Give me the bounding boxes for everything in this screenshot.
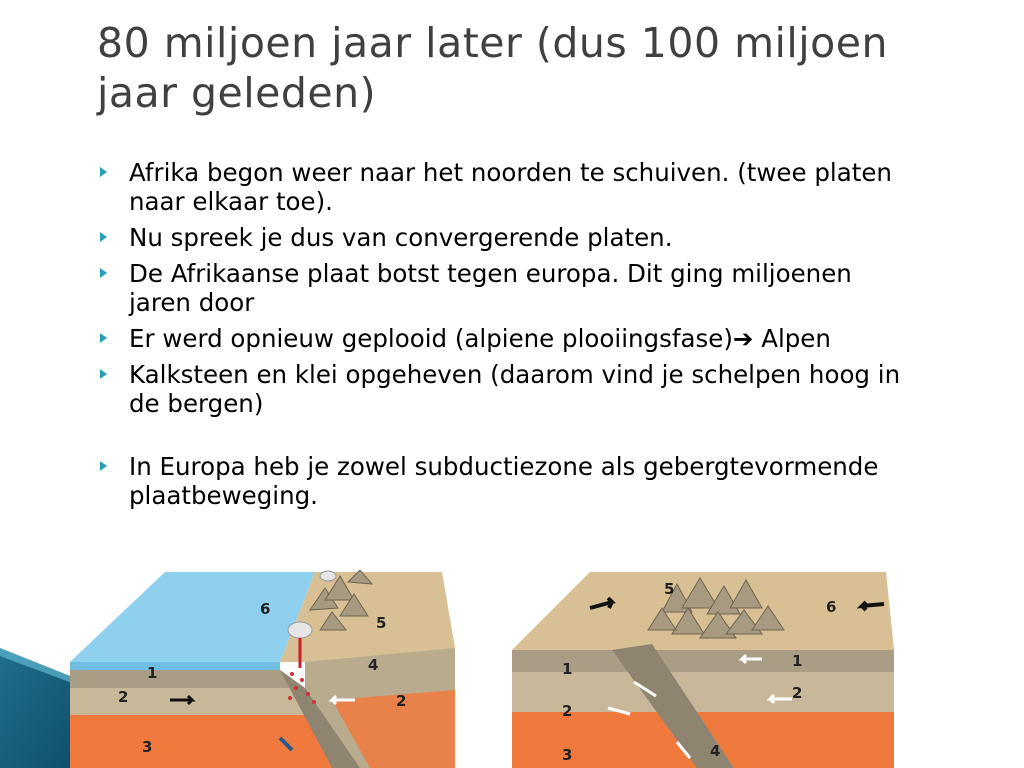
label-4: 4 xyxy=(710,742,721,760)
label-2: 2 xyxy=(118,688,129,706)
bullet-marker-icon xyxy=(100,333,107,343)
label-4: 4 xyxy=(368,656,379,674)
bullet-text: De Afrikaanse plaat botst tegen europa. Dit ging miljoenen jaren door xyxy=(129,259,852,317)
bullet-item xyxy=(100,259,920,317)
bullet-item xyxy=(100,324,920,353)
bullet-text: Er werd opnieuw geplooid (alpiene plooiingsfase)➔ Alpen xyxy=(129,324,831,353)
bullet-marker-icon xyxy=(100,369,107,379)
label-3: 3 xyxy=(562,746,573,764)
label-1-right: 1 xyxy=(792,652,803,670)
label-1: 1 xyxy=(147,664,158,682)
label-1: 1 xyxy=(562,660,573,678)
bullet-item xyxy=(100,158,920,216)
label-2-right: 2 xyxy=(792,684,803,702)
decorative-swoosh xyxy=(0,620,80,768)
bullet-text: Nu spreek je dus van convergerende platen. xyxy=(129,223,673,252)
subduction-diagram xyxy=(70,570,460,768)
label-2-right: 2 xyxy=(396,692,407,710)
ocean-surface xyxy=(70,572,315,662)
bullet-list xyxy=(100,158,920,517)
bullet-item xyxy=(100,452,920,510)
label-3: 3 xyxy=(142,738,153,756)
label-6: 6 xyxy=(826,598,837,616)
label-5: 5 xyxy=(664,580,675,598)
slide-title: 80 miljoen jaar later (dus 100 miljoen jaar geleden) xyxy=(97,19,888,117)
bullet-item xyxy=(100,223,920,252)
layer-2 xyxy=(70,688,330,715)
label-5: 5 xyxy=(376,614,387,632)
bullet-text: In Europa heb je zowel subductiezone als gebergtevormende plaatbeweging. xyxy=(129,452,879,510)
bullet-marker-icon xyxy=(100,167,107,177)
collision-diagram xyxy=(512,572,894,768)
bullet-marker-icon xyxy=(100,268,107,278)
bullet-text: Afrika begon weer naar het noorden te schuiven. (twee platen naar elkaar toe). xyxy=(129,158,892,216)
bullet-item xyxy=(100,360,920,418)
label-2: 2 xyxy=(562,702,573,720)
bullet-marker-icon xyxy=(100,232,107,242)
bullet-text: Kalksteen en klei opgeheven (daarom vind je schelpen hoog in de bergen) xyxy=(129,360,901,418)
bullet-marker-icon xyxy=(100,461,107,471)
label-6: 6 xyxy=(260,600,271,618)
layer-1 xyxy=(70,670,305,688)
